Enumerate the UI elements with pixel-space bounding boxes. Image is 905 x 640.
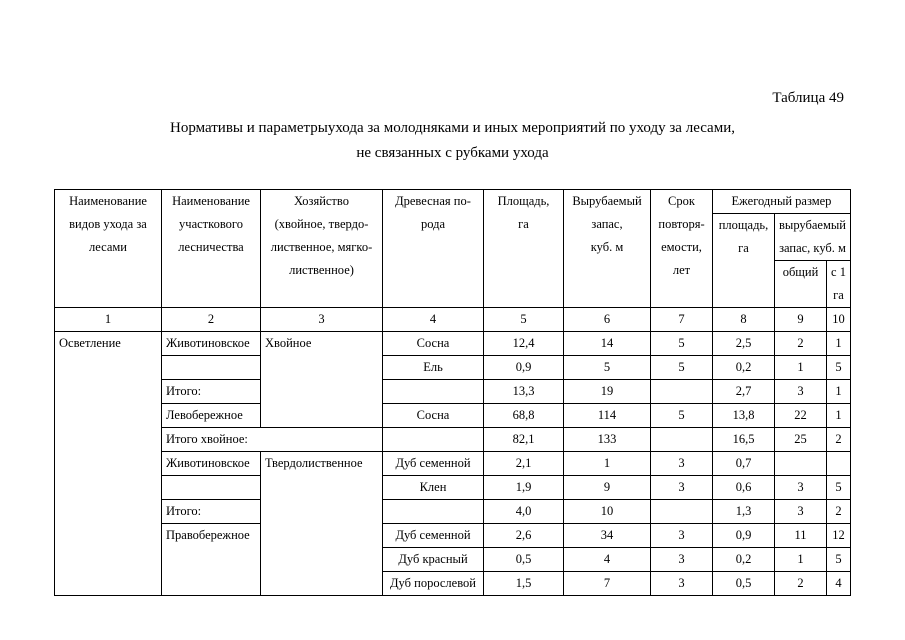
forestry-cell: Животиновское [162,452,261,476]
table-row [55,332,851,356]
header-annual-area: площадь, га [713,214,775,308]
header-period: Срок повторя- емости, лет [651,190,713,308]
period-cell [651,500,713,524]
period-cell [651,428,713,452]
forestry-cell: Животиновское [162,332,261,356]
period-cell: 5 [651,404,713,428]
species-cell: Дуб порослевой [383,572,484,596]
annual-area-cell: 16,5 [713,428,775,452]
area-cell: 1,5 [484,572,564,596]
annual-total-cell [775,452,827,476]
period-cell: 3 [651,452,713,476]
header-annual-stock: вырубаемый запас, куб. м [775,214,851,261]
area-cell: 2,6 [484,524,564,548]
forestry-cell: Итого хвойное: [162,428,383,452]
header-row-1 [55,190,851,214]
annual-total-cell: 25 [775,428,827,452]
stock-cell: 19 [564,380,651,404]
forestry-cell: Итого: [162,380,261,404]
annual-total-cell: 3 [775,500,827,524]
col-number: 4 [383,308,484,332]
annual-area-cell: 13,8 [713,404,775,428]
annual-area-cell: 0,2 [713,356,775,380]
annual-per-ha-cell: 4 [827,572,851,596]
col-number: 1 [55,308,162,332]
annual-area-cell: 1,3 [713,500,775,524]
col-number: 3 [261,308,383,332]
annual-total-cell: 2 [775,572,827,596]
stock-cell: 10 [564,500,651,524]
table-row [55,356,851,380]
col-number: 7 [651,308,713,332]
area-cell: 1,9 [484,476,564,500]
species-cell: Дуб семенной [383,524,484,548]
table-row [55,500,851,524]
header-species: Древесная по- рода [383,190,484,308]
period-cell: 3 [651,548,713,572]
table-subtitle: не связанных с рубками ухода [356,145,549,161]
forestry-cell: Итого: [162,500,261,524]
species-cell: Сосна [383,404,484,428]
annual-per-ha-cell [827,452,851,476]
table-row [55,380,851,404]
table-row [55,524,851,548]
forestry-cell [162,476,261,500]
annual-area-cell: 0,5 [713,572,775,596]
table-row [55,404,851,428]
annual-per-ha-cell: 5 [827,356,851,380]
col-number: 10 [827,308,851,332]
species-cell [383,428,484,452]
table-row [55,428,851,452]
period-cell: 5 [651,332,713,356]
species-cell [383,500,484,524]
species-cell: Клен [383,476,484,500]
care-type-cell: Осветление [55,332,162,596]
annual-total-cell: 3 [775,476,827,500]
col-number: 2 [162,308,261,332]
forestry-cell: Правобережное [162,524,261,596]
farm-cell: Хвойное [261,332,383,428]
header-annual-total: общий [775,261,827,308]
annual-per-ha-cell: 12 [827,524,851,548]
table-row [55,476,851,500]
col-number: 6 [564,308,651,332]
table-title: Нормативы и параметрыухода за молодняками и иных мероприятий по уходу за лесами, [169,120,735,136]
stock-cell: 133 [564,428,651,452]
col-number: 5 [484,308,564,332]
annual-area-cell: 0,7 [713,452,775,476]
species-cell [383,380,484,404]
area-cell: 12,4 [484,332,564,356]
farm-cell: Твердолиственное [261,452,383,596]
stock-cell: 1 [564,452,651,476]
table-row [55,452,851,476]
annual-per-ha-cell: 2 [827,500,851,524]
stock-cell: 4 [564,548,651,572]
annual-per-ha-cell: 1 [827,404,851,428]
period-cell: 3 [651,524,713,548]
annual-per-ha-cell: 5 [827,548,851,572]
area-cell: 4,0 [484,500,564,524]
forestry-cell: Левобережное [162,404,261,428]
annual-area-cell: 0,9 [713,524,775,548]
annual-total-cell: 11 [775,524,827,548]
header-farm: Хозяйство (хвойное, твердо- лиственное, мягко- лиственное) [261,190,383,308]
forestry-cell [162,356,261,380]
annual-area-cell: 2,5 [713,332,775,356]
annual-area-cell: 2,7 [713,380,775,404]
header-annual-per-ha: с 1 га [827,261,851,308]
stock-cell: 9 [564,476,651,500]
forest-care-table [54,189,851,596]
area-cell: 0,5 [484,548,564,572]
species-cell: Дуб красный [383,548,484,572]
header-area: Площадь, га [484,190,564,308]
annual-total-cell: 2 [775,332,827,356]
col-number: 8 [713,308,775,332]
annual-area-cell: 0,6 [713,476,775,500]
stock-cell: 5 [564,356,651,380]
annual-area-cell: 0,2 [713,548,775,572]
species-cell: Ель [383,356,484,380]
area-cell: 82,1 [484,428,564,452]
stock-cell: 7 [564,572,651,596]
species-cell: Сосна [383,332,484,356]
header-forestry: Наименование участкового лесничества [162,190,261,308]
stock-cell: 34 [564,524,651,548]
stock-cell: 14 [564,332,651,356]
annual-per-ha-cell: 1 [827,380,851,404]
column-numbers-row [55,308,851,332]
species-cell: Дуб семенной [383,452,484,476]
stock-cell: 114 [564,404,651,428]
area-cell: 68,8 [484,404,564,428]
annual-total-cell: 1 [775,548,827,572]
period-cell: 5 [651,356,713,380]
annual-per-ha-cell: 5 [827,476,851,500]
period-cell: 3 [651,572,713,596]
header-annual: Ежегодный размер [713,190,851,214]
annual-per-ha-cell: 2 [827,428,851,452]
table-label: Таблица 49 [772,90,844,106]
period-cell [651,380,713,404]
annual-per-ha-cell: 1 [827,332,851,356]
header-stock: Вырубаемый запас, куб. м [564,190,651,308]
annual-total-cell: 22 [775,404,827,428]
area-cell: 0,9 [484,356,564,380]
header-care-type: Наименование видов ухода за лесами [55,190,162,308]
area-cell: 13,3 [484,380,564,404]
col-number: 9 [775,308,827,332]
annual-total-cell: 3 [775,380,827,404]
annual-total-cell: 1 [775,356,827,380]
period-cell: 3 [651,476,713,500]
area-cell: 2,1 [484,452,564,476]
